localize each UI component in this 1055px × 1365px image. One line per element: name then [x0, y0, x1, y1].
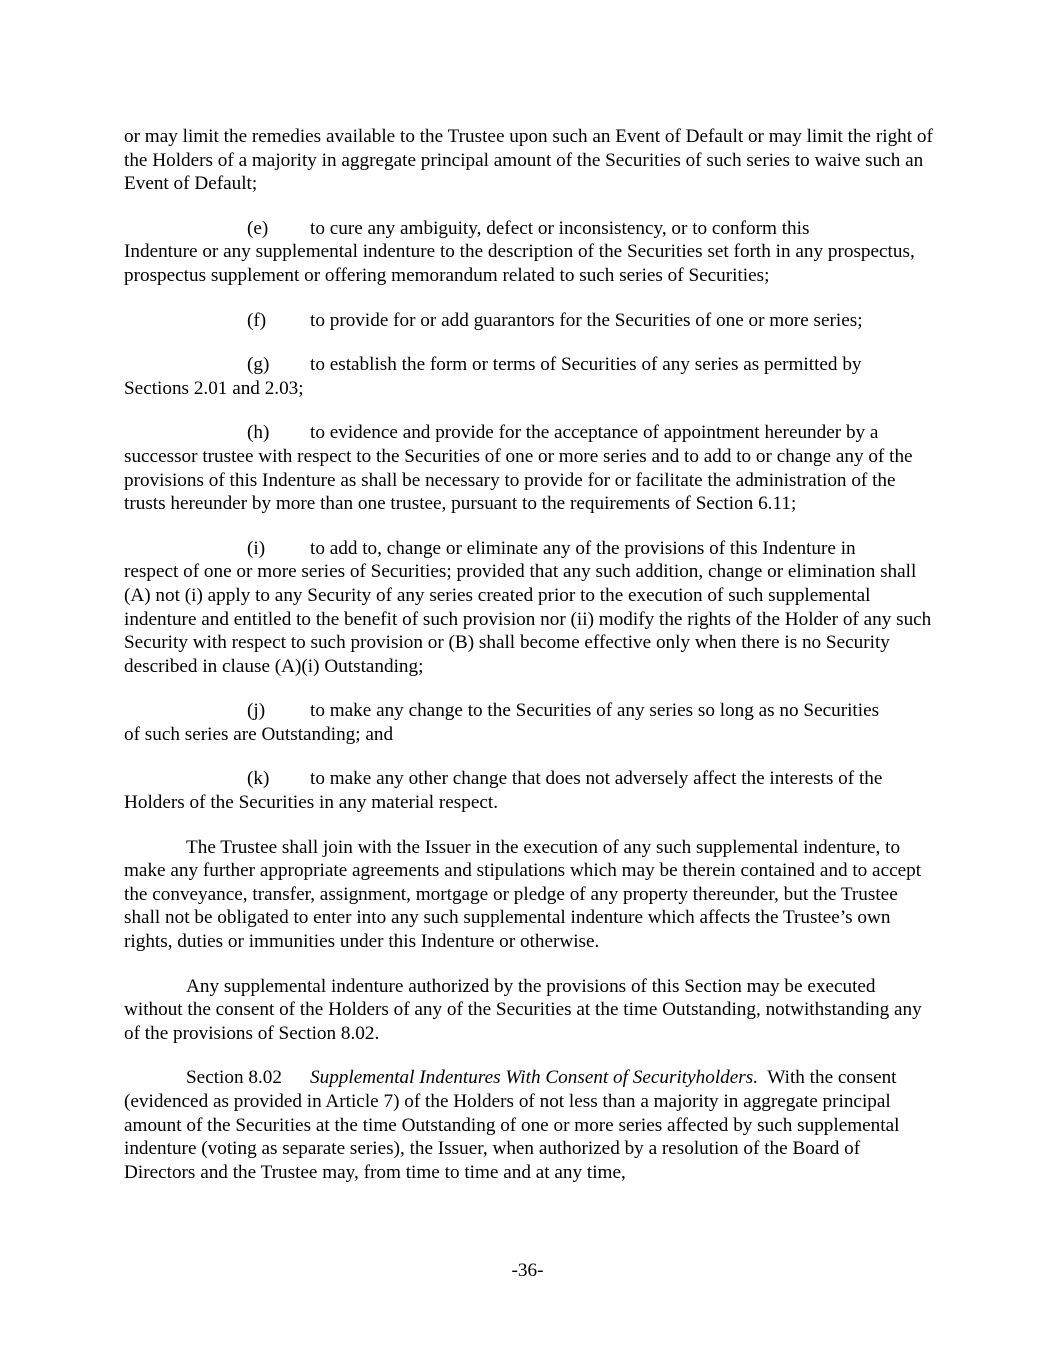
trustee-paragraph-text: The Trustee shall join with the Issuer in the execution of any such supplemental indenture, to make any further appropriate agreements and stipulations which may be therein contained and to accept the conveyance, transfer, assignment, mortgage or pledge of any property thereunder, but the Trustee shall not be obligated to enter into any such supplemental indenture which affects the Trustee’s own rights, duties or immunities under this Indenture or otherwise.: [124, 836, 922, 953]
clause-label: (j): [247, 700, 266, 722]
clause-first-line: to add to, change or eliminate any of the provisions of this Indenture in: [310, 537, 856, 559]
clause-rest: Sections 2.01 and 2.03;: [124, 377, 304, 399]
clause-k: [124, 767, 936, 814]
clause-label: (h): [247, 422, 270, 444]
clause-i: [124, 537, 936, 679]
clause-h: [124, 421, 936, 515]
authorized-paragraph: [124, 975, 936, 1046]
clause-e: [124, 217, 936, 288]
clause-g: [124, 353, 936, 400]
document-body: [124, 125, 936, 1205]
authorized-paragraph-text: Any supplemental indenture authorized by the provisions of this Section may be executed without the consent of the Holders of any of the Securities at the time Outstanding, notwithstanding any of the provisions of Section 8.02.: [124, 975, 922, 1044]
clause-first-line: to cure any ambiguity, defect or inconsistency, or to conform this: [310, 217, 810, 239]
clause-label: (k): [247, 768, 270, 790]
clause-label: (i): [247, 537, 266, 559]
clause-label: (e): [247, 217, 269, 239]
clause-label: (f): [247, 309, 267, 331]
clause-f: [124, 309, 936, 333]
clause-rest: successor trustee with respect to the Securities of one or more series and to add to or change any of the provisions of this Indenture as shall be necessary to provide for or facilitate the administration of the trusts hereunder by more than one trustee, pursuant to the requirements of Section 6.11;: [124, 445, 913, 515]
clause-first-line: to make any change to the Securities of any series so long as no Securities: [310, 700, 880, 722]
clause-first-line: to provide for or add guarantors for the Securities of one or more series;: [310, 309, 863, 331]
clause-j: [124, 699, 936, 746]
section-title: Supplemental Indentures With Consent of Securityholders.: [310, 1067, 759, 1089]
section-8-02-paragraph: [124, 1066, 936, 1184]
continuation-paragraph: or may limit the remedies available to the Trustee upon such an Event of Default or may limit the right of the Holders of a majority in aggregate principal amount of the Securities of such series to waive such an Event of Default;: [124, 126, 933, 195]
clause-first-line: to evidence and provide for the acceptance of appointment hereunder by a: [310, 422, 879, 444]
clause-label: (g): [247, 354, 270, 376]
clause-rest: respect of one or more series of Securities; provided that any such addition, change or elimination shall (A) not (i) apply to any Security of any series created prior to the execution of such supplemental indenture and entitled to the benefit of such provision nor (ii) modify the rights of the Holder of any such Security with respect to such provision or (B) shall become effective only when there is no Security described in clause (A)(i) Outstanding;: [124, 561, 932, 677]
trustee-paragraph: [124, 836, 936, 954]
clause-first-line: to establish the form or terms of Securities of any series as permitted by: [310, 354, 862, 376]
section-body: With the consent (evidenced as provided in Article 7) of the Holders of not less than a majority in aggregate principal amount of the Securities at the time Outstanding of one or more series affected by such supplemental indenture (voting as separate series), the Issuer, when authorized by a resolution of the Board of Directors and the Trustee may, from time to time and at any time,: [124, 1067, 900, 1183]
section-number: Section 8.02: [186, 1067, 282, 1089]
clause-rest: Holders of the Securities in any material respect.: [124, 792, 499, 814]
clause-rest: Indenture or any supplemental indenture to the description of the Securities set forth in any prospectus, prospectus supplement or offering memorandum related to such series of Securities;: [124, 241, 915, 286]
page-number: -36-: [511, 1260, 544, 1281]
clause-first-line: to make any other change that does not adversely affect the interests of the: [310, 768, 883, 790]
clause-rest: of such series are Outstanding; and: [124, 723, 394, 745]
